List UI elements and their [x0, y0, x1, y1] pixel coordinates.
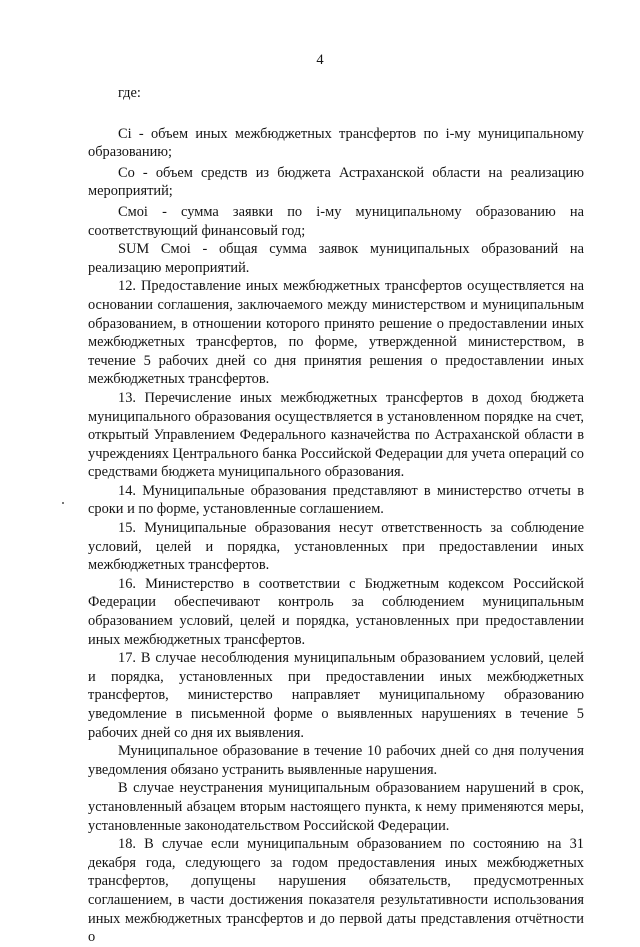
paragraph-item-17: 17. В случае несоблюдения муниципальным образованием условий, целей и порядка, установленных при предоставлении иных межбюджетных трансфертов, министерство направляет муниципальному образованию уведомление в письменной форме о выявленных нарушениях в течение 5 рабочих дней со дня их выявления. — [88, 650, 584, 741]
scan-mark — [62, 502, 64, 504]
paragraph-sum-definition: SUM Cмoi - общая сумма заявок муниципальных образований на реализацию мероприятий. — [88, 241, 584, 276]
paragraph-item-17-measures: В случае неустранения муниципальным образованием нарушений в срок, установленный абзацем вторым настоящего пункта, к нему применяются меры, установленные законодательством Российской Федерации. — [88, 780, 584, 834]
paragraph-item-17-notice: Муниципальное образование в течение 10 рабочих дней со дня получения уведомления обязано устранить выявленные нарушения. — [88, 743, 584, 778]
paragraph-item-13: 13. Перечисление иных межбюджетных трансфертов в доход бюджета муниципального образования осуществляется в установленном порядке на счет, открытый Управлением Федерального казначейства по Астраханской области в учреждениях Центрального банка Российской Федерации для учета операций со средствами бюджета муниципального образования. — [88, 389, 584, 481]
document-body — [88, 84, 584, 947]
paragraph-where: где: — [118, 85, 141, 101]
paragraph-item-14: 14. Муниципальные образования представляют в министерство отчеты в сроки и по форме, установленные соглашением. — [88, 482, 584, 518]
page-number: 4 — [316, 52, 324, 68]
paragraph-cmoi-definition: Cмoi - сумма заявки по i-му муниципальному образованию на соответствующий финансовый год; — [88, 203, 584, 239]
paragraph-item-12: 12. Предоставление иных межбюджетных трансфертов осуществляется на основании соглашения, заключаемого между министерством и муниципальным образованием, в отношении которого принято решение о предоставлении иных межбюджетных трансфертов, по форме, утвержденной министерством, в течение 5 рабочих дней со дня принятия решения о предоставлении иных межбюджетных трансфертов. — [88, 278, 584, 388]
paragraph-co-definition: Co - объем средств из бюджета Астраханской области на реализацию мероприятий; — [88, 164, 584, 200]
paragraph-item-18: 18. В случае если муниципальным образованием по состоянию на 31 декабря года, следующего за годом предоставления иных межбюджетных трансфертов, допущены нарушения обязательств, предусмотренных соглашением, в части достижения показателя результативности использования иных межбюджетных трансфертов и до первой даты представления отчётности о — [88, 836, 584, 946]
paragraph-ci-definition: Ci - объем иных межбюджетных трансфертов по i-му муниципальному образованию; — [88, 125, 584, 161]
paragraph-item-15: 15. Муниципальные образования несут ответственность за соблюдение условий, целей и порядка, установленных при предоставлении иных межбюджетных трансфертов. — [88, 520, 584, 574]
paragraph-item-16: 16. Министерство в соответствии с Бюджетным кодексом Российской Федерации обеспечивают контроль за соблюдением муниципальным образованием условий, целей и порядка, установленных при предоставлении иных межбюджетных трансфертов. — [88, 575, 584, 648]
